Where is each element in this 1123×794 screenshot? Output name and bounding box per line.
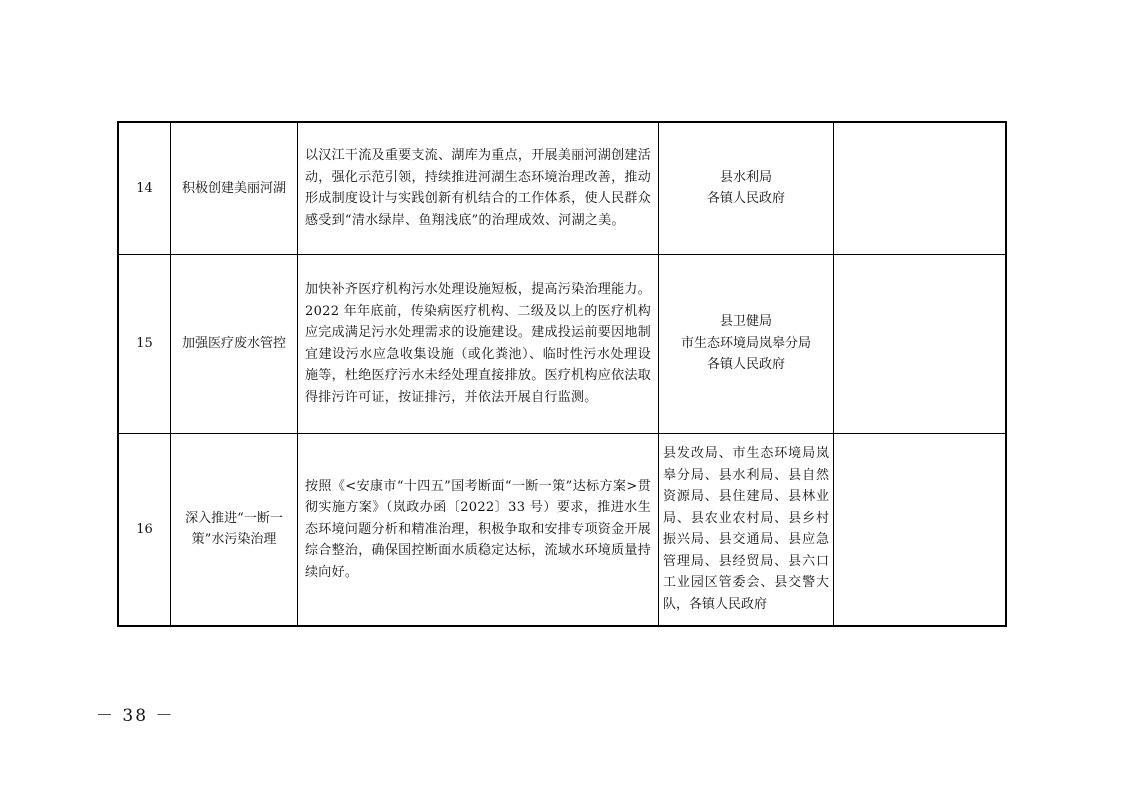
table-row bbox=[118, 122, 1006, 254]
department: 各镇人民政府 bbox=[706, 191, 785, 207]
responsible-departments bbox=[659, 254, 834, 433]
task-table bbox=[117, 121, 1007, 627]
row-number: 16 bbox=[118, 433, 171, 626]
task-name: 积极创建美丽河湖 bbox=[171, 122, 298, 254]
table-row bbox=[118, 433, 1006, 626]
task-name: 深入推进“一断一策”水污染治理 bbox=[171, 433, 298, 626]
note-cell bbox=[834, 433, 1007, 626]
task-content: 按照《<安康市“十四五”国考断面“一断一策”达标方案>贯彻实施方案》（岚政办函〔2022〕33 号）要求，推进水生态环境问题分析和精准治理，积极争取和安排专项资金开展综合整治，确保国控断面水质稳定达标，流域水环境质量持续向好。 bbox=[298, 433, 659, 626]
department: 县卫健局 bbox=[719, 314, 772, 330]
department: 各镇人民政府 bbox=[706, 357, 785, 373]
task-content: 以汉江干流及重要支流、湖库为重点，开展美丽河湖创建活动，强化示范引领，持续推进河湖生态环境治理改善，推动形成制度设计与实践创新有机结合的工作体系，使人民群众感受到“清水绿岸、鱼翔浅底”的治理成效、河湖之美。 bbox=[298, 122, 659, 254]
table-row bbox=[118, 254, 1006, 433]
note-cell bbox=[834, 122, 1007, 254]
responsible-departments: 县发改局、市生态环境局岚皋分局、县水利局、县自然资源局、县住建局、县林业局、县农业农村局、县乡村振兴局、县交通局、县应急管理局、县经贸局、县六口工业园区管委会、县交警大队，各镇人民政府 bbox=[659, 433, 834, 626]
row-number: 15 bbox=[118, 254, 171, 433]
row-number: 14 bbox=[118, 122, 171, 254]
department: 市生态环境局岚皋分局 bbox=[680, 335, 811, 351]
responsible-departments bbox=[659, 122, 834, 254]
note-cell bbox=[834, 254, 1007, 433]
task-name: 加强医疗废水管控 bbox=[171, 254, 298, 433]
department: 县水利局 bbox=[719, 169, 772, 185]
task-content: 加快补齐医疗机构污水处理设施短板，提高污染治理能力。2022 年年底前，传染病医疗机构、二级及以上的医疗机构应完成满足污水处理需求的设施建设。建成投运前要因地制宜建设污水应急收集设施（或化粪池）、临时性污水处理设施等，杜绝医疗污水未经处理直接排放。医疗机构应依法取得排污许可证，按证排污，并依法开展自行监测。 bbox=[298, 254, 659, 433]
page-number: － 38 － bbox=[96, 706, 175, 726]
